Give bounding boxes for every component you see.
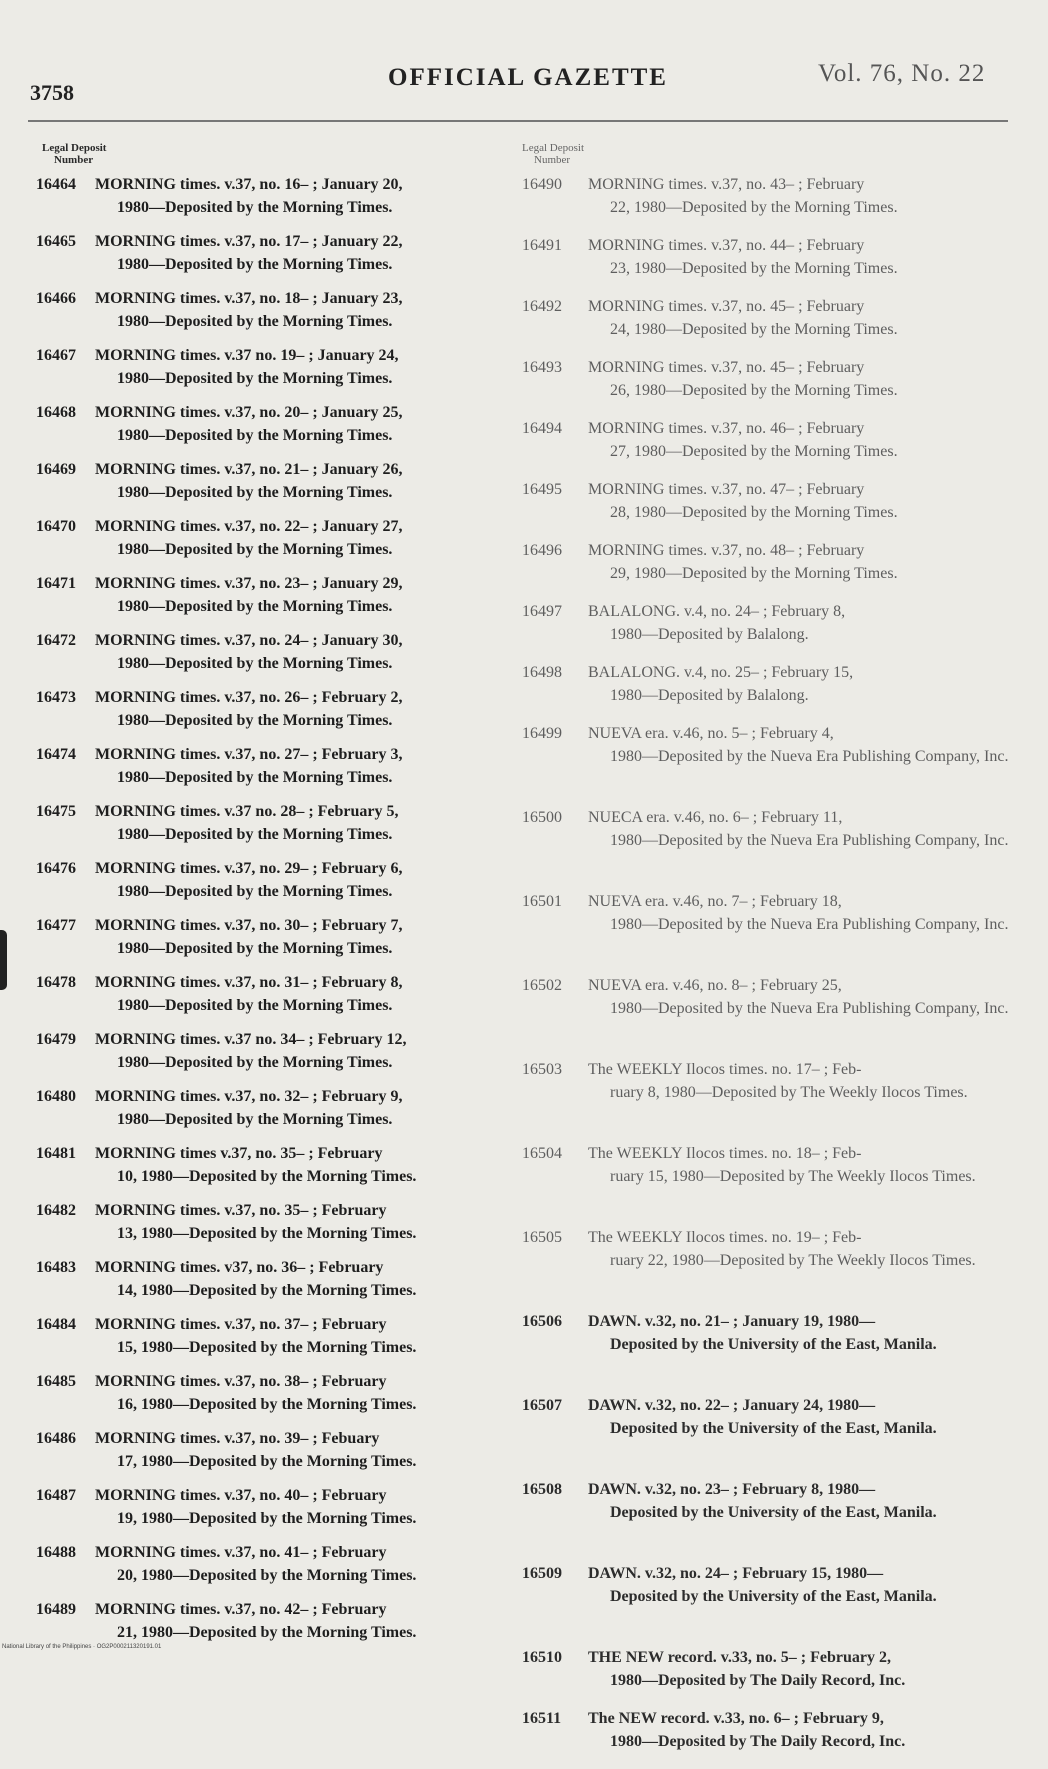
- deposit-description: [95, 231, 526, 288]
- deposit-number: 16500: [522, 809, 562, 826]
- entry-first-line: MORNING times. v.37, no. 16– ; January 20,: [95, 176, 403, 193]
- entry-continuation: 1980—Deposited by the Morning Times.: [117, 540, 393, 558]
- deposit-entry: [522, 975, 1017, 1059]
- page-number: 3758: [30, 80, 74, 105]
- deposit-entry: [522, 601, 1017, 662]
- entry-first-line: MORNING times. v.37, no. 43– ; February: [588, 176, 865, 193]
- entry-first-line: The NEW record. v.33, no. 6– ; February 9,: [588, 1710, 884, 1727]
- deposit-number: 16496: [522, 542, 562, 559]
- deposit-number: 16503: [522, 1061, 562, 1078]
- deposit-number: 16471: [36, 575, 76, 592]
- entry-first-line: MORNING times. v.37, no. 26– ; February 2,: [95, 689, 403, 706]
- entry-first-line: MORNING times. v.37, no. 38– ; February: [95, 1373, 387, 1390]
- deposit-entry: [36, 1200, 526, 1257]
- entry-first-line: MORNING times. v.37, no. 45– ; February: [588, 359, 865, 376]
- entry-first-line: DAWN. v.32, no. 24– ; February 15, 1980—: [588, 1565, 884, 1582]
- header-rule: [28, 120, 1008, 122]
- deposit-number: 16472: [36, 632, 76, 649]
- entry-first-line: NUEVA era. v.46, no. 8– ; February 25,: [588, 977, 842, 994]
- deposit-entry: [522, 1647, 1017, 1708]
- entry-first-line: MORNING times. v.37, no. 42– ; February: [95, 1601, 387, 1618]
- entry-continuation: ruary 8, 1980—Deposited by The Weekly Ilocos Times.: [610, 1083, 968, 1101]
- entry-first-line: NUEVA era. v.46, no. 5– ; February 4,: [588, 725, 834, 742]
- column-heading-line2: Number: [534, 154, 571, 166]
- deposit-entry: [36, 1257, 526, 1314]
- deposit-description: [95, 1257, 526, 1314]
- deposit-entry: [522, 891, 1017, 975]
- deposit-entry: [522, 296, 1017, 357]
- entry-continuation: 20, 1980—Deposited by the Morning Times.: [117, 1566, 417, 1584]
- deposit-number: 16507: [522, 1397, 562, 1414]
- deposit-entry: [36, 915, 526, 972]
- entry-first-line: The WEEKLY Ilocos times. no. 19– ; Feb-: [588, 1229, 862, 1246]
- deposit-entry: [36, 459, 526, 516]
- deposit-number: 16505: [522, 1229, 562, 1246]
- entry-continuation: Deposited by the University of the East, Manila.: [610, 1503, 937, 1521]
- entry-first-line: MORNING times. v.37, no. 18– ; January 23,: [95, 290, 403, 307]
- deposit-entry: [36, 630, 526, 687]
- column-heading-line1: Legal Deposit: [42, 142, 107, 154]
- entry-continuation: 1980—Deposited by the Morning Times.: [117, 597, 393, 615]
- deposit-entry: [36, 573, 526, 630]
- deposit-number: 16481: [36, 1145, 76, 1162]
- deposit-description: [588, 1311, 1017, 1395]
- deposit-description: [588, 296, 1017, 357]
- entry-continuation: 1980—Deposited by the Morning Times.: [117, 198, 393, 216]
- deposit-entry: [522, 662, 1017, 723]
- entry-first-line: MORNING times. v.37, no. 45– ; February: [588, 298, 865, 315]
- deposit-description: [588, 357, 1017, 418]
- deposit-number: 16501: [522, 893, 562, 910]
- right-entry-list: [522, 174, 1017, 1769]
- entry-first-line: MORNING times. v.37, no. 48– ; February: [588, 542, 865, 559]
- deposit-entry: [522, 418, 1017, 479]
- entry-first-line: MORNING times. v.37, no. 39– ; Febuary: [95, 1430, 380, 1447]
- entry-first-line: MORNING times. v.37, no. 20– ; January 25,: [95, 404, 403, 421]
- deposit-entry: [36, 1371, 526, 1428]
- deposit-entry: [36, 1314, 526, 1371]
- entry-continuation: 23, 1980—Deposited by the Morning Times.: [610, 259, 898, 277]
- deposit-entry: [36, 402, 526, 459]
- deposit-number: 16498: [522, 664, 562, 681]
- deposit-description: [588, 662, 1017, 723]
- entry-continuation: 1980—Deposited by The Daily Record, Inc.: [610, 1671, 906, 1689]
- entry-first-line: MORNING times. v.37, no. 32– ; February 9,: [95, 1088, 403, 1105]
- deposit-number: 16468: [36, 404, 76, 421]
- footer-credit: National Library of the Philippines · OG2P000211320191.01: [2, 1644, 162, 1650]
- deposit-number: 16508: [522, 1481, 562, 1498]
- entry-first-line: NUECA era. v.46, no. 6– ; February 11,: [588, 809, 843, 826]
- deposit-entry: [522, 1311, 1017, 1395]
- entry-first-line: MORNING times. v.37, no. 22– ; January 27,: [95, 518, 403, 535]
- entry-continuation: 1980—Deposited by the Morning Times.: [117, 939, 393, 957]
- entry-first-line: MORNING times. v.37, no. 27– ; February 3,: [95, 746, 403, 763]
- entry-continuation: 1980—Deposited by the Morning Times.: [117, 996, 393, 1014]
- deposit-description: [588, 975, 1017, 1059]
- deposit-entry: [36, 801, 526, 858]
- entry-continuation: 1980—Deposited by the Morning Times.: [117, 369, 393, 387]
- entry-continuation: Deposited by the University of the East, Manila.: [610, 1419, 937, 1437]
- entry-first-line: MORNING times. v.37, no. 17– ; January 22,: [95, 233, 403, 250]
- deposit-number: 16464: [36, 176, 76, 193]
- deposit-description: [95, 915, 526, 972]
- right-column: [522, 142, 1017, 1769]
- entry-continuation: 1980—Deposited by the Morning Times.: [117, 882, 393, 900]
- deposit-number: 16474: [36, 746, 76, 763]
- deposit-description: [588, 540, 1017, 601]
- entry-continuation: 15, 1980—Deposited by the Morning Times.: [117, 1338, 417, 1356]
- entry-continuation: 1980—Deposited by the Nueva Era Publishing Company, Inc.: [610, 915, 1009, 933]
- entry-continuation: 10, 1980—Deposited by the Morning Times.: [117, 1167, 417, 1185]
- deposit-entry: [522, 1563, 1017, 1647]
- entry-first-line: MORNING times. v.37 no. 34– ; February 12,: [95, 1031, 407, 1048]
- deposit-number: 16511: [522, 1710, 562, 1727]
- entry-continuation: 1980—Deposited by the Morning Times.: [117, 825, 393, 843]
- entry-continuation: 1980—Deposited by the Morning Times.: [117, 1110, 393, 1128]
- entry-continuation: 1980—Deposited by the Morning Times.: [117, 426, 393, 444]
- column-heading-right: [522, 142, 1017, 166]
- deposit-number: 16476: [36, 860, 76, 877]
- entry-continuation: 1980—Deposited by the Morning Times.: [117, 654, 393, 672]
- deposit-entry: [522, 1479, 1017, 1563]
- entry-first-line: NUEVA era. v.46, no. 7– ; February 18,: [588, 893, 842, 910]
- deposit-number: 16490: [522, 176, 562, 193]
- deposit-entry: [36, 1428, 526, 1485]
- entry-first-line: MORNING times. v.37 no. 28– ; February 5,: [95, 803, 399, 820]
- entry-first-line: MORNING times. v.37, no. 46– ; February: [588, 420, 865, 437]
- deposit-description: [95, 630, 526, 687]
- entry-continuation: 16, 1980—Deposited by the Morning Times.: [117, 1395, 417, 1413]
- deposit-entry: [522, 1708, 1017, 1769]
- volume-label: Vol. 76, No. 22: [818, 60, 986, 87]
- deposit-description: [588, 1227, 1017, 1311]
- deposit-number: 16509: [522, 1565, 562, 1582]
- column-heading-line2: Number: [54, 154, 94, 166]
- entry-first-line: MORNING times. v37, no. 36– ; February: [95, 1259, 384, 1276]
- entry-continuation: 1980—Deposited by the Morning Times.: [117, 312, 393, 330]
- deposit-description: [588, 235, 1017, 296]
- entry-first-line: MORNING times. v.37, no. 29– ; February 6,: [95, 860, 403, 877]
- deposit-number: 16495: [522, 481, 562, 498]
- deposit-description: [588, 1395, 1017, 1479]
- deposit-number: 16475: [36, 803, 76, 820]
- deposit-description: [95, 1086, 526, 1143]
- deposit-description: [588, 1563, 1017, 1647]
- deposit-entry: [522, 357, 1017, 418]
- deposit-description: [95, 174, 526, 231]
- deposit-description: [95, 1542, 526, 1599]
- deposit-entry: [36, 972, 526, 1029]
- entry-first-line: BALALONG. v.4, no. 24– ; February 8,: [588, 603, 846, 620]
- entry-first-line: DAWN. v.32, no. 23– ; February 8, 1980—: [588, 1481, 876, 1498]
- deposit-description: [95, 402, 526, 459]
- deposit-entry: [522, 540, 1017, 601]
- entry-continuation: 13, 1980—Deposited by the Morning Times.: [117, 1224, 417, 1242]
- entry-continuation: 21, 1980—Deposited by the Morning Times.: [117, 1623, 417, 1641]
- deposit-number: 16492: [522, 298, 562, 315]
- deposit-entry: [522, 479, 1017, 540]
- deposit-number: 16480: [36, 1088, 76, 1105]
- deposit-description: [95, 1428, 526, 1485]
- deposit-description: [588, 723, 1017, 807]
- entry-continuation: 1980—Deposited by the Morning Times.: [117, 768, 393, 786]
- deposit-number: 16473: [36, 689, 76, 706]
- deposit-number: 16491: [522, 237, 562, 254]
- deposit-description: [95, 972, 526, 1029]
- deposit-number: 16504: [522, 1145, 562, 1162]
- deposit-entry: [522, 723, 1017, 807]
- deposit-description: [95, 687, 526, 744]
- deposit-description: [95, 1371, 526, 1428]
- column-heading-left: [42, 142, 526, 166]
- deposit-entry: [522, 235, 1017, 296]
- deposit-entry: [36, 288, 526, 345]
- deposit-description: [95, 459, 526, 516]
- deposit-description: [588, 1479, 1017, 1563]
- deposit-number: 16469: [36, 461, 76, 478]
- entry-continuation: 17, 1980—Deposited by the Morning Times.: [117, 1452, 417, 1470]
- entry-continuation: 1980—Deposited by the Morning Times.: [117, 711, 393, 729]
- deposit-description: [95, 1143, 526, 1200]
- deposit-entry: [36, 345, 526, 402]
- deposit-entry: [36, 174, 526, 231]
- binding-mark: [0, 930, 7, 990]
- entry-first-line: The WEEKLY Ilocos times. no. 18– ; Feb-: [588, 1145, 862, 1162]
- deposit-number: 16486: [36, 1430, 76, 1447]
- entry-continuation: ruary 15, 1980—Deposited by The Weekly Ilocos Times.: [610, 1167, 976, 1185]
- entry-continuation: ruary 22, 1980—Deposited by The Weekly Ilocos Times.: [610, 1251, 976, 1269]
- entry-first-line: MORNING times. v.37, no. 41– ; February: [95, 1544, 387, 1561]
- deposit-description: [588, 479, 1017, 540]
- left-entry-list: [36, 174, 526, 1656]
- entry-continuation: 1980—Deposited by the Morning Times.: [117, 1053, 393, 1071]
- entry-first-line: MORNING times. v.37, no. 24– ; January 30,: [95, 632, 403, 649]
- entry-first-line: DAWN. v.32, no. 22– ; January 24, 1980—: [588, 1397, 876, 1414]
- deposit-description: [588, 1059, 1017, 1143]
- deposit-number: 16467: [36, 347, 76, 364]
- entry-continuation: 1980—Deposited by the Nueva Era Publishing Company, Inc.: [610, 999, 1009, 1017]
- deposit-description: [95, 288, 526, 345]
- entry-first-line: MORNING times. v.37, no. 23– ; January 29,: [95, 575, 403, 592]
- deposit-number: 16479: [36, 1031, 76, 1048]
- deposit-description: [95, 1029, 526, 1086]
- column-heading-line1: Legal Deposit: [522, 142, 585, 154]
- entry-continuation: 29, 1980—Deposited by the Morning Times.: [610, 564, 898, 582]
- deposit-number: 16510: [522, 1649, 562, 1666]
- deposit-description: [95, 516, 526, 573]
- entry-continuation: 26, 1980—Deposited by the Morning Times.: [610, 381, 898, 399]
- deposit-description: [95, 1485, 526, 1542]
- deposit-number: 16499: [522, 725, 562, 742]
- entry-continuation: 19, 1980—Deposited by the Morning Times.: [117, 1509, 417, 1527]
- deposit-number: 16470: [36, 518, 76, 535]
- deposit-number: 16489: [36, 1601, 76, 1618]
- deposit-description: [95, 801, 526, 858]
- deposit-entry: [36, 1029, 526, 1086]
- entry-first-line: MORNING times. v.37 no. 19– ; January 24,: [95, 347, 399, 364]
- deposit-number: 16483: [36, 1259, 76, 1276]
- deposit-number: 16506: [522, 1313, 562, 1330]
- entry-first-line: The WEEKLY Ilocos times. no. 17– ; Feb-: [588, 1061, 862, 1078]
- deposit-description: [588, 891, 1017, 975]
- entry-first-line: MORNING times v.37, no. 35– ; February: [95, 1145, 383, 1162]
- entry-continuation: 1980—Deposited by the Nueva Era Publishing Company, Inc.: [610, 831, 1009, 849]
- deposit-entry: [36, 687, 526, 744]
- entry-first-line: DAWN. v.32, no. 21– ; January 19, 1980—: [588, 1313, 876, 1330]
- entry-first-line: MORNING times. v.37, no. 40– ; February: [95, 1487, 387, 1504]
- deposit-entry: [522, 1395, 1017, 1479]
- deposit-number: 16502: [522, 977, 562, 994]
- deposit-number: 16482: [36, 1202, 76, 1219]
- entry-first-line: MORNING times. v.37, no. 31– ; February 8,: [95, 974, 403, 991]
- entry-continuation: 28, 1980—Deposited by the Morning Times.: [610, 503, 898, 521]
- entry-continuation: Deposited by the University of the East, Manila.: [610, 1587, 937, 1605]
- left-column: [36, 142, 526, 1656]
- deposit-entry: [36, 1542, 526, 1599]
- entry-continuation: 1980—Deposited by The Daily Record, Inc.: [610, 1732, 906, 1750]
- deposit-description: [588, 1708, 1017, 1769]
- deposit-description: [588, 1647, 1017, 1708]
- entry-first-line: THE NEW record. v.33, no. 5– ; February 2,: [588, 1649, 891, 1666]
- deposit-description: [588, 601, 1017, 662]
- deposit-entry: [522, 1059, 1017, 1143]
- deposit-number: 16493: [522, 359, 562, 376]
- deposit-number: 16466: [36, 290, 76, 307]
- deposit-entry: [36, 744, 526, 801]
- entry-continuation: 1980—Deposited by Balalong.: [610, 686, 809, 704]
- deposit-description: [95, 345, 526, 402]
- deposit-entry: [36, 858, 526, 915]
- deposit-number: 16497: [522, 603, 562, 620]
- deposit-entry: [36, 516, 526, 573]
- deposit-description: [95, 1314, 526, 1371]
- entry-continuation: 1980—Deposited by Balalong.: [610, 625, 809, 643]
- deposit-number: 16465: [36, 233, 76, 250]
- deposit-number: 16487: [36, 1487, 76, 1504]
- deposit-number: 16484: [36, 1316, 76, 1333]
- deposit-description: [588, 174, 1017, 235]
- deposit-description: [95, 1200, 526, 1257]
- entry-first-line: BALALONG. v.4, no. 25– ; February 15,: [588, 664, 854, 681]
- entry-continuation: 14, 1980—Deposited by the Morning Times.: [117, 1281, 417, 1299]
- page-title: OFFICIAL GAZETTE: [388, 64, 668, 91]
- deposit-description: [588, 418, 1017, 479]
- deposit-entry: [522, 1227, 1017, 1311]
- deposit-description: [588, 1143, 1017, 1227]
- deposit-entry: [522, 1143, 1017, 1227]
- entry-first-line: MORNING times. v.37, no. 21– ; January 26,: [95, 461, 403, 478]
- deposit-number: 16494: [522, 420, 562, 437]
- deposit-description: [588, 807, 1017, 891]
- deposit-description: [95, 858, 526, 915]
- deposit-number: 16485: [36, 1373, 76, 1390]
- deposit-description: [95, 573, 526, 630]
- entry-first-line: MORNING times. v.37, no. 44– ; February: [588, 237, 865, 254]
- deposit-entry: [522, 807, 1017, 891]
- deposit-entry: [36, 231, 526, 288]
- entry-continuation: 1980—Deposited by the Morning Times.: [117, 483, 393, 501]
- entry-continuation: 22, 1980—Deposited by the Morning Times.: [610, 198, 898, 216]
- deposit-entry: [36, 1143, 526, 1200]
- entry-continuation: 1980—Deposited by the Nueva Era Publishing Company, Inc.: [610, 747, 1009, 765]
- deposit-number: 16488: [36, 1544, 76, 1561]
- entry-first-line: MORNING times. v.37, no. 47– ; February: [588, 481, 865, 498]
- deposit-number: 16478: [36, 974, 76, 991]
- entry-continuation: Deposited by the University of the East, Manila.: [610, 1335, 937, 1353]
- entry-continuation: 1980—Deposited by the Morning Times.: [117, 255, 393, 273]
- deposit-entry: [522, 174, 1017, 235]
- entry-continuation: 27, 1980—Deposited by the Morning Times.: [610, 442, 898, 460]
- entry-first-line: MORNING times. v.37, no. 35– ; February: [95, 1202, 387, 1219]
- entry-first-line: MORNING times. v.37, no. 37– ; February: [95, 1316, 387, 1333]
- deposit-entry: [36, 1485, 526, 1542]
- deposit-entry: [36, 1086, 526, 1143]
- entry-first-line: MORNING times. v.37, no. 30– ; February 7,: [95, 917, 403, 934]
- deposit-number: 16477: [36, 917, 76, 934]
- entry-continuation: 24, 1980—Deposited by the Morning Times.: [610, 320, 898, 338]
- deposit-description: [95, 744, 526, 801]
